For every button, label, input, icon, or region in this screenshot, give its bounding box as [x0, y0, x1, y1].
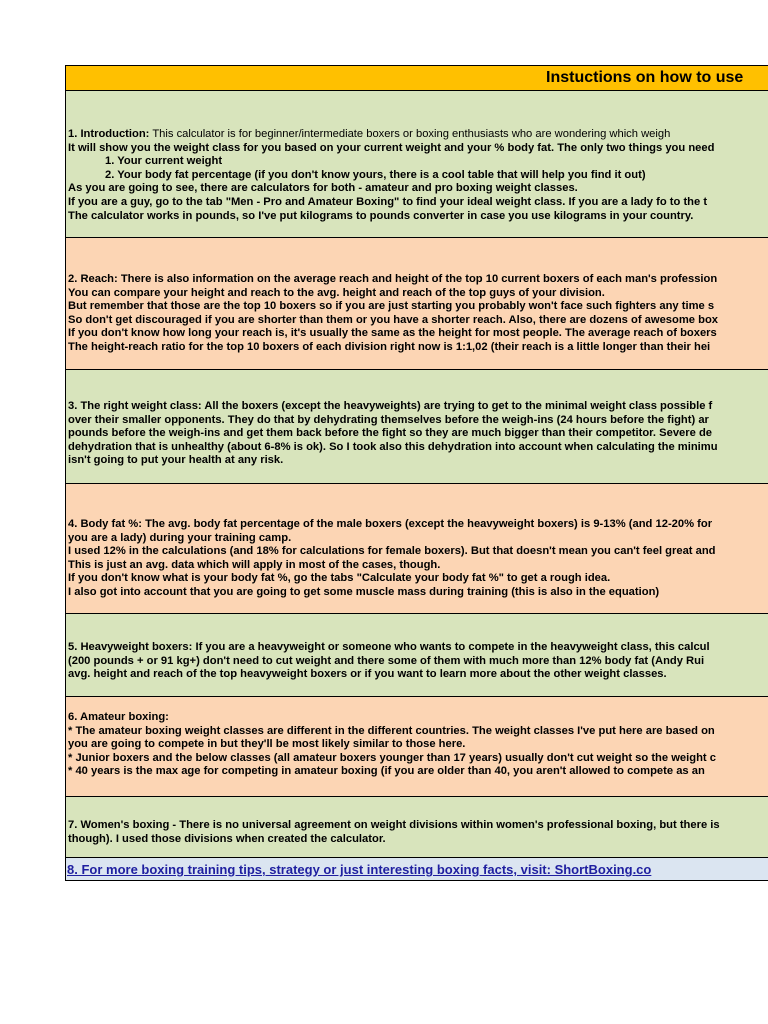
intro-line-1: 1. Introduction: This calculator is for beginner/intermediate boxers or boxing enthusiasts who are wondering which weigh — [68, 128, 671, 140]
weight-line-4: dehydration that is unhealthy (about 6-8% is ok). So I took also this dehydration into account when calculating the minimu — [68, 440, 718, 453]
reach-line-1: 2. Reach: There is also information on the average reach and height of the top 10 current boxers of each man's profession — [68, 273, 718, 285]
intro-line-7: The calculator works in pounds, so I've put kilograms to pounds converter in case you use kilograms in your country. — [68, 209, 694, 222]
title-row — [65, 65, 768, 91]
reach-line-6: The height-reach ratio for the top 10 boxers of each division right now is 1:1,02 (their reach is a little longer than their hei — [68, 340, 711, 353]
intro-line-3: 1. Your current weight — [105, 155, 223, 168]
heavy-line-2: (200 pounds + or 91 kg+) don't need to cut weight and there some of them with much more than 12% body fat (Andy Rui — [68, 654, 705, 667]
section-heavyweight — [65, 613, 768, 697]
intro-line-5: As you are going to see, there are calculators for both - amateur and pro boxing weight classes. — [68, 182, 578, 195]
heavy-line-1: 5. Heavyweight boxers: If you are a heavyweight or someone who wants to compete in the heavyweight class, this calcul — [68, 641, 710, 653]
section-weight-class — [65, 369, 768, 484]
section-reach — [65, 237, 768, 370]
reach-line-5: If you don't know how long your reach is, it's usually the same as the height for most people. The average reach of boxers — [68, 327, 717, 340]
shortboxing-link[interactable]: 8. For more boxing training tips, strategy or just interesting boxing facts, visit: ShortBoxing.co — [67, 862, 652, 877]
bodyfat-line-6: I also got into account that you are going to get some muscle mass during training (this is also in the equation) — [68, 585, 660, 598]
section-womens-boxing — [65, 796, 768, 858]
women-line-2: though). I used those divisions when created the calculator. — [68, 832, 386, 845]
reach-line-4: So don't get discouraged if you are shorter than them or you have a shorter reach. Also, there are dozens of awesome box — [68, 313, 719, 326]
bodyfat-line-5: If you don't know what is your body fat %, go the tabs "Calculate your body fat %" to get a rough idea. — [68, 572, 611, 585]
section-more-tips — [65, 857, 768, 881]
intro-line-4: 2. Your body fat percentage (if you don't know yours, there is a cool table that will help you find it out) — [105, 168, 646, 181]
amateur-line-1: 6. Amateur boxing: — [68, 711, 169, 723]
instructions-sheet — [65, 65, 768, 881]
bodyfat-line-1: 4. Body fat %: The avg. body fat percentage of the male boxers (except the heavyweight boxers) is 9-13% (and 12-20% for — [68, 518, 713, 530]
section-amateur — [65, 696, 768, 797]
bodyfat-line-3: I used 12% in the calculations (and 18% for calculations for female boxers). But that doesn't mean you can't feel great and — [68, 545, 716, 558]
women-line-1: 7. Women's boxing - There is no universal agreement on weight divisions within women's professional boxing, but there is — [68, 819, 720, 831]
section-body-fat — [65, 483, 768, 614]
reach-line-2: You can compare your height and reach to the avg. height and reach of the top guys of your division. — [68, 286, 605, 299]
amateur-line-2: * The amateur boxing weight classes are different in the different countries. The weight classes I've put here are based on — [68, 724, 715, 737]
reach-line-3: But remember that those are the top 10 boxers so if you are just starting you probably won't face such fighters any time s — [68, 300, 715, 313]
heavy-line-3: avg. height and reach of the top heavyweight boxers or if you want to learn more about the other weight classes. — [68, 668, 667, 681]
sheet-title: Instuctions on how to use — [546, 69, 744, 86]
intro-line-6: If you are a guy, go to the tab "Men - Pro and Amateur Boxing" to find your ideal weight class. If you are a lady fo to the t — [68, 195, 708, 208]
section-introduction — [65, 90, 768, 238]
bodyfat-line-4: This is just an avg. data which will apply in most of the cases, though. — [68, 558, 441, 571]
weight-line-2: over their smaller opponents. They do that by dehydrating themselves before the weigh-ins (24 hours before the fight) ar — [68, 413, 709, 426]
bodyfat-line-2: you are a lady) during your training camp. — [68, 531, 292, 544]
amateur-line-3: you are going to compete in but they'll be most likely similar to those here. — [68, 738, 466, 751]
intro-line-2: It will show you the weight class for you based on your current weight and your % body fat. The only two things you need — [68, 141, 715, 154]
weight-line-5: isn't going to put your health at any risk. — [68, 454, 284, 467]
weight-line-3: pounds before the weigh-ins and get them back before the fight so they are much bigger than their competitor. Severe de — [68, 427, 713, 440]
weight-line-1: 3. The right weight class: All the boxers (except the heavyweights) are trying to get to the minimal weight class possible f — [68, 400, 713, 412]
amateur-line-4: * Junior boxers and the below classes (all amateur boxers younger than 17 years) usually don't cut weight so the weight c — [68, 751, 716, 764]
amateur-line-5: * 40 years is the max age for competing in amateur boxing (if you are older than 40, you aren't allowed to compete as an — [68, 765, 705, 778]
